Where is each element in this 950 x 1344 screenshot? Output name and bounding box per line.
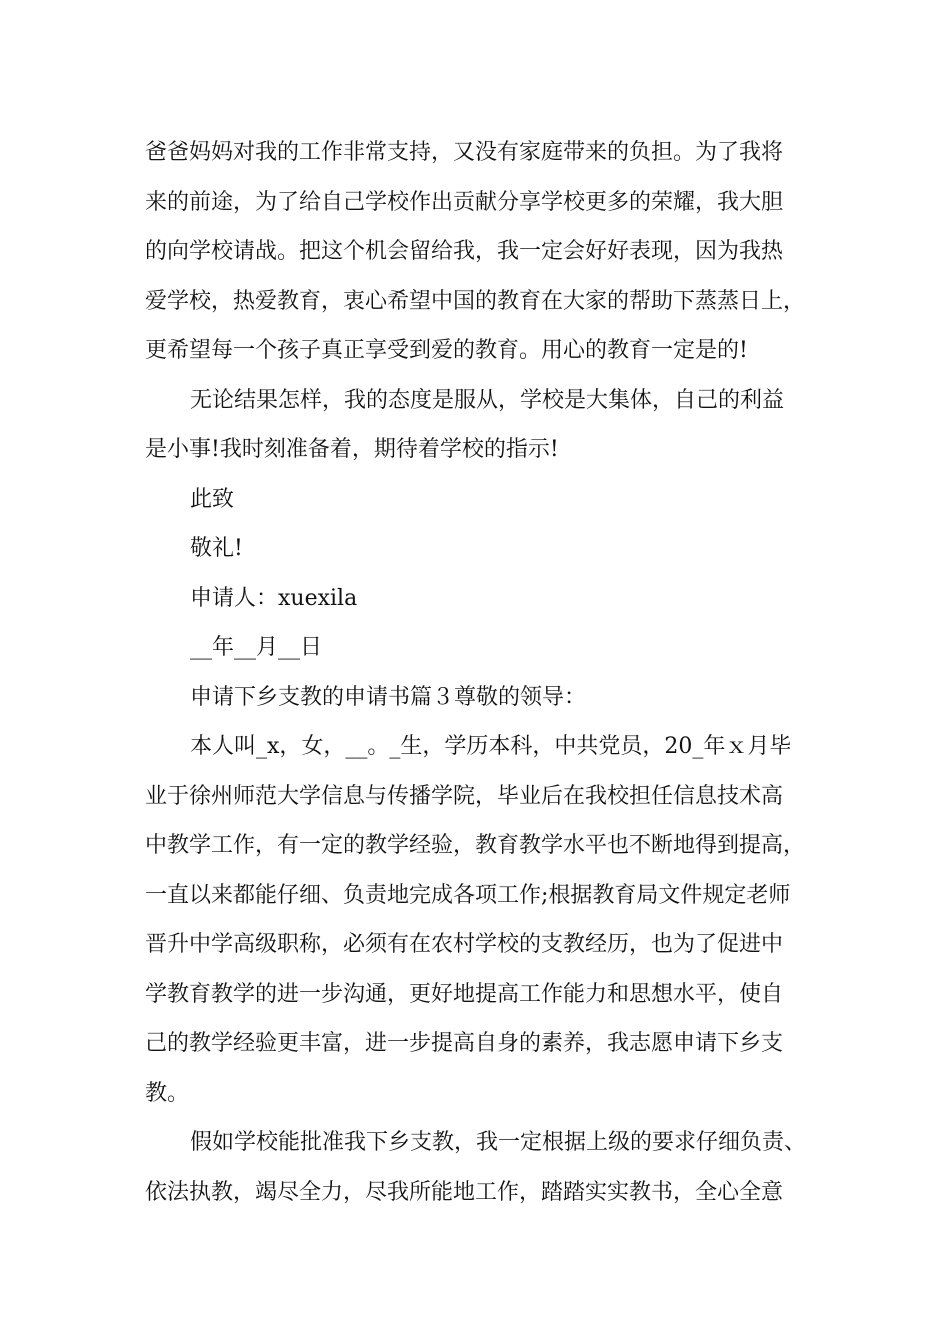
date-line: __年__月__日	[190, 635, 323, 660]
text-line: 业于徐州师范大学信息与传播学院，毕业后在我校担任信息技术高	[145, 783, 784, 809]
text-line: 是小事!我时刻准备着，期待着学校的指示!	[145, 437, 559, 462]
section-heading: 申请下乡支教的申请书篇３尊敬的领导：	[190, 684, 587, 710]
text-line: 己的教学经验更丰富，进一步提高自身的素养，我志愿申请下乡支	[145, 1031, 784, 1056]
text-line: 的向学校请战。把这个机会留给我，我一定会好好表现，因为我热	[145, 239, 784, 264]
text-line: 本人叫_x，女，__。_生，学历本科，中共党员，20_年ｘ月毕	[190, 734, 792, 759]
closing-regards: 敬礼!	[190, 536, 243, 561]
text-line: 教。	[145, 1080, 190, 1106]
body-text	[145, 128, 825, 1217]
text-line: 更希望每一个孩子真正享受到爱的教育。用心的教育一定是的!	[145, 338, 748, 363]
text-line: 来的前途，为了给自己学校作出贡献分享学校更多的荣耀，我大胆	[145, 189, 784, 215]
text-line: 中教学工作，有一定的教学经验，教育教学水平也不断地得到提高，	[145, 833, 806, 858]
text-line: 爱学校，热爱教育，衷心希望中国的教育在大家的帮助下蒸蒸日上，	[145, 288, 806, 314]
text-line: 学教育教学的进一步沟通，更好地提高工作能力和思想水平，使自	[145, 981, 784, 1007]
text-line: 假如学校能批准我下乡支教，我一定根据上级的要求仔细负责、	[190, 1130, 807, 1155]
text-line: 一直以来都能仔细、负责地完成各项工作;根据教育局文件规定老师	[145, 882, 791, 908]
text-line: 依法执教，竭尽全力，尽我所能地工作，踏踏实实教书，全心全意	[145, 1179, 784, 1205]
applicant-signature: 申请人：xuexila	[190, 585, 358, 611]
closing-salutation: 此致	[190, 486, 235, 512]
text-line: 爸爸妈妈对我的工作非常支持，又没有家庭带来的负担。为了我将	[145, 140, 784, 165]
text-line: 无论结果怎样，我的态度是服从，学校是大集体，自己的利益	[190, 387, 785, 413]
text-line: 晋升中学高级职称，必须有在农村学校的支教经历，也为了促进中	[145, 932, 784, 957]
